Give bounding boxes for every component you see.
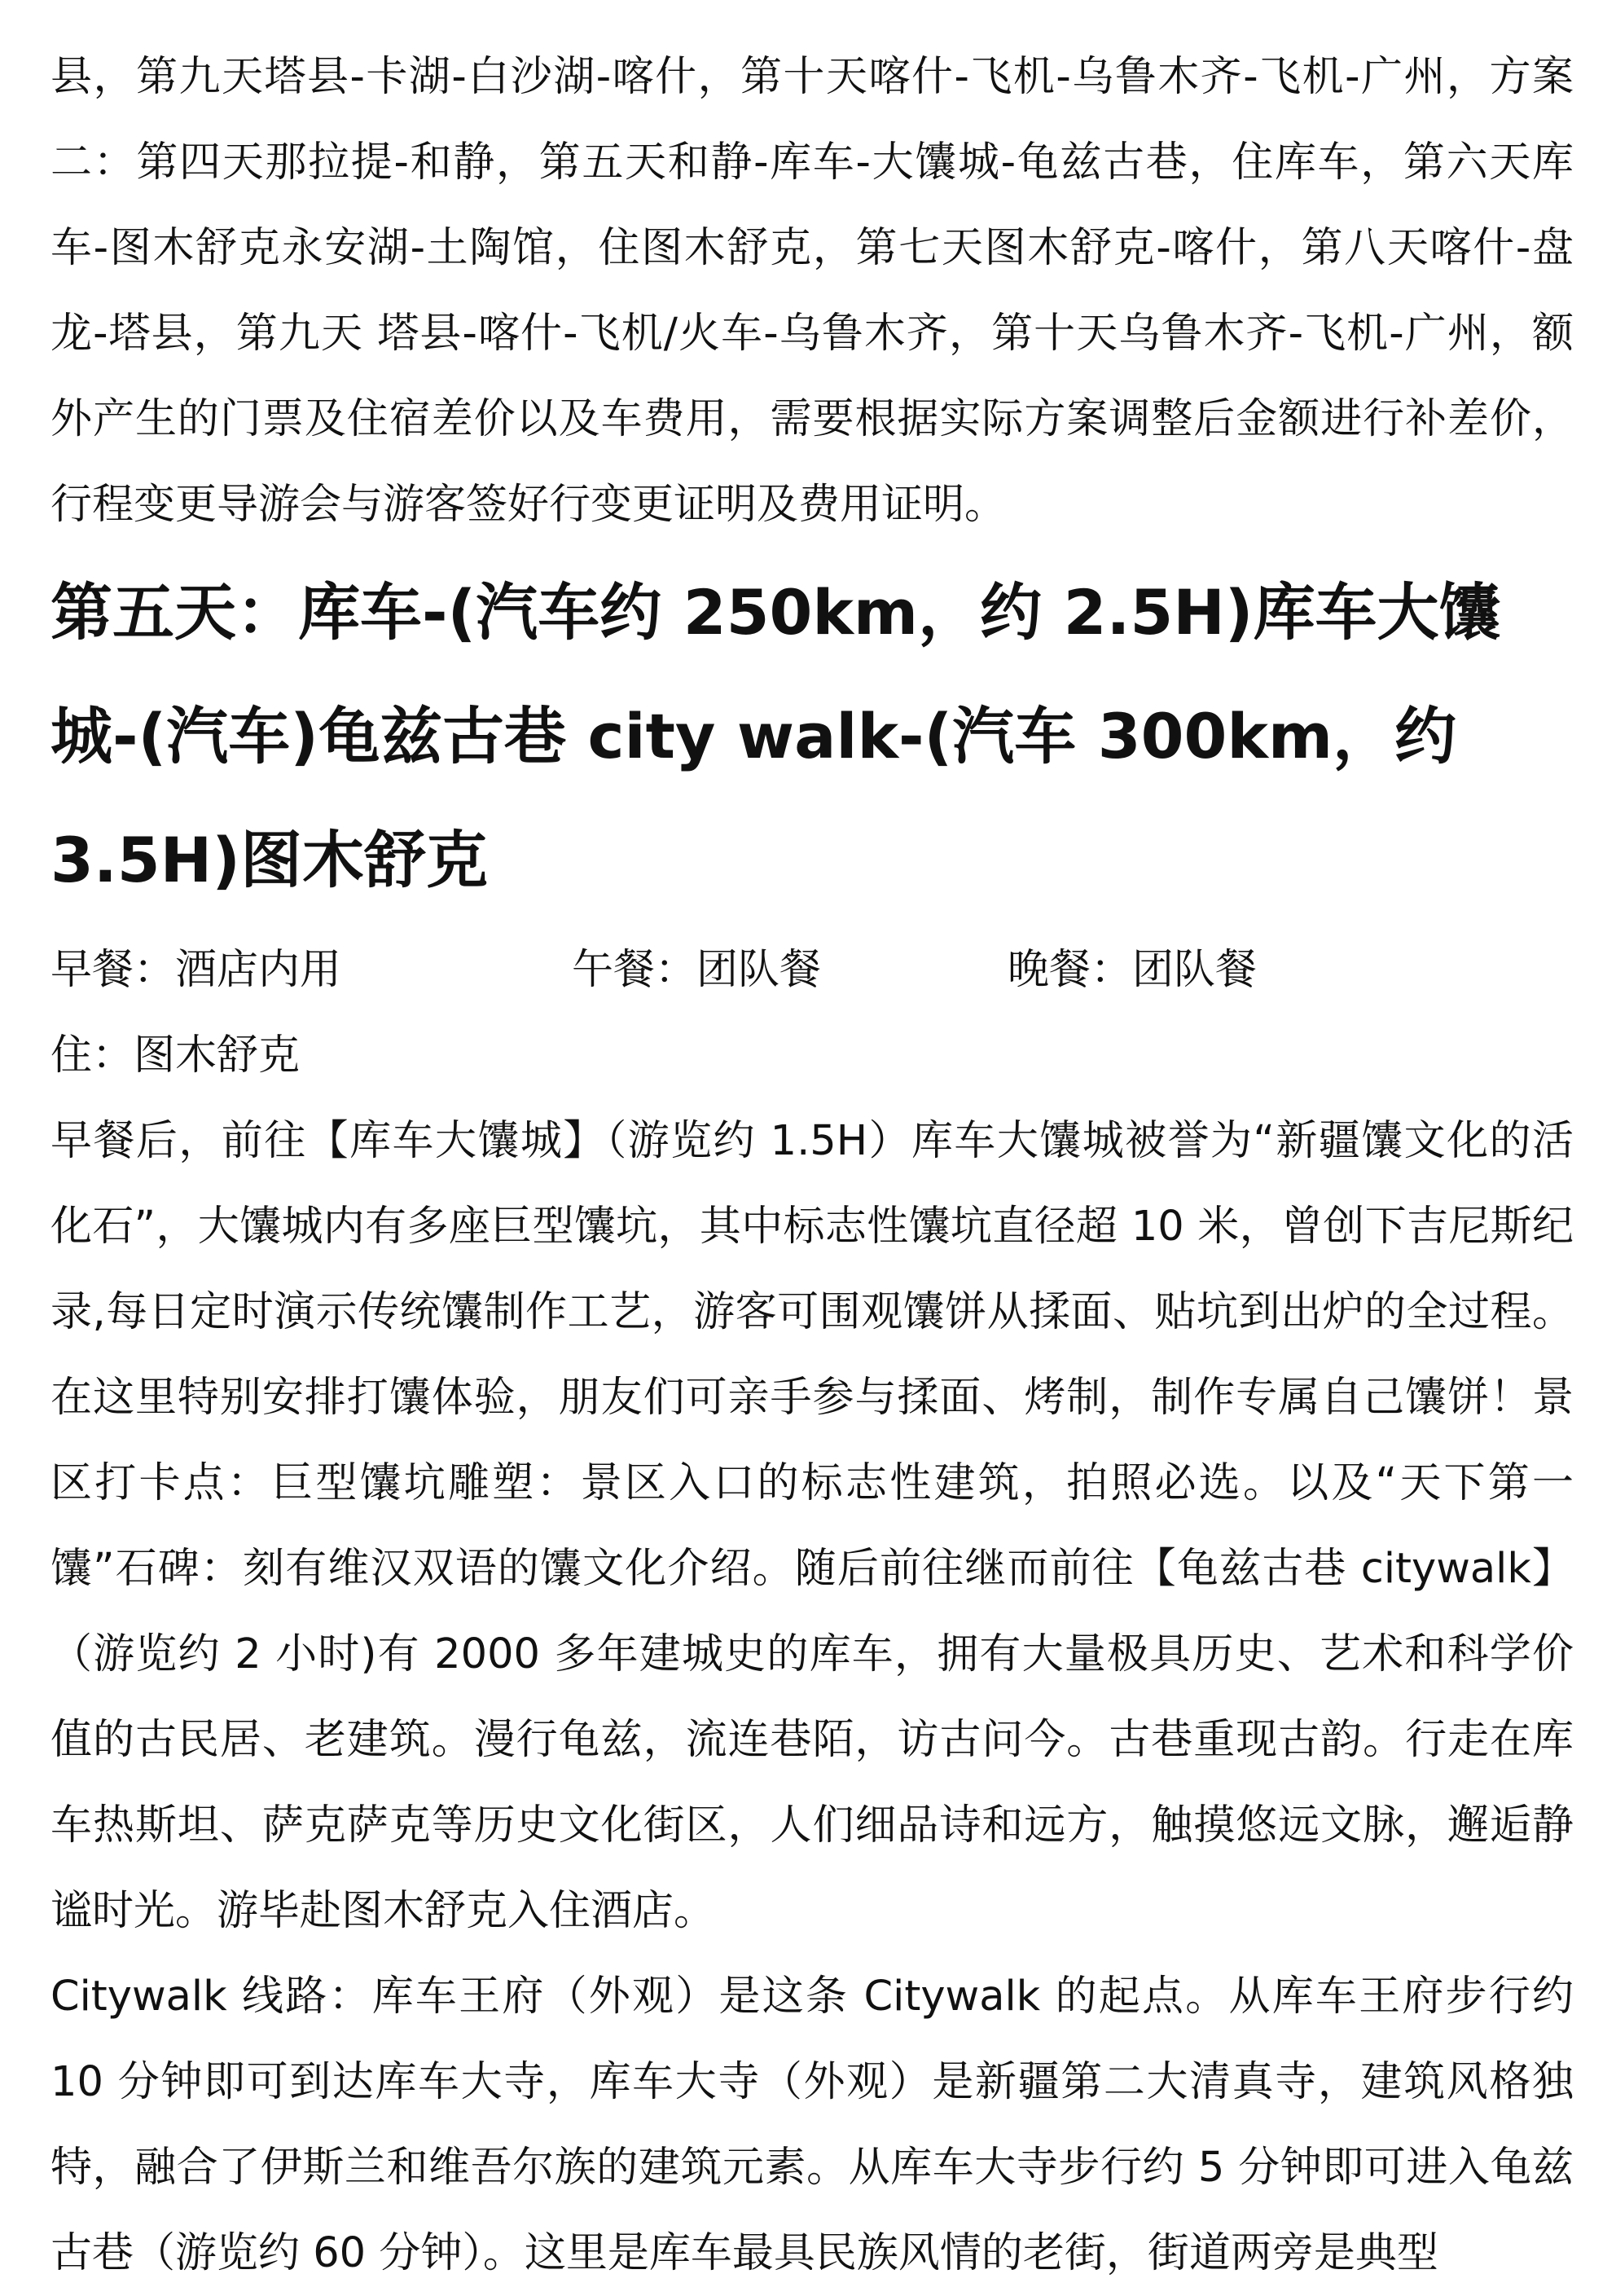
day-five-heading: 第五天：库车-(汽车约 250km，约 2.5H)库车大馕城-(汽车)龟兹古巷 city walk-(汽车 300km，约 3.5H)图木舒克 — [50, 576, 1501, 896]
dinner-info: 晚餐：团队餐 — [1008, 946, 1258, 994]
breakfast-info: 早餐：酒店内用 — [50, 946, 342, 994]
itinerary-options-paragraph: 县，第九天塔县-卡湖-白沙湖-喀什，第十天喀什-飞机-乌鲁木齐-飞机-广州，方案二：第四天那拉提-和静，第五天和静-库车-大馕城-龟兹古巷，住库车，第六天库车-图木舒克永安湖-土陶馆，住图木舒克，第七天图木舒克-喀什，第八天喀什-盘龙-塔县，第九天 塔县-喀什-飞机/火车-乌鲁木齐，第十天乌鲁木齐-飞机-广州，额外产生的门票及住宿差价以及车费用，需要根据实际方案调整后金额进行补差价，行程变更导游会与游客签好行变更证明及费用证明。 — [50, 53, 1574, 529]
day-description-paragraph: 早餐后，前往【库车大馕城】（游览约 1.5H）库车大馕城被誉为“新疆馕文化的活化石”，大馕城内有多座巨型馕坑，其中标志性馕坑直径超 10 米，曾创下吉尼斯纪录,每日定时演示传统馕制作工艺，游客可围观馕饼从揉面、贴坑到出炉的全过程。在这里特别安排打馕体验，朋友们可亲手参与揉面、烤制，制作专属自己馕饼！景区打卡点：巨型馕坑雕塑：景区入口的标志性建筑，拍照必选。以及“天下第一馕”石碑：刻有维汉双语的馕文化介绍。随后前往继而前往【龟兹古巷 citywalk】（游览约 2 小时)有 2000 多年建城史的库车，拥有大量极具历史、艺术和科学价值的古民居、老建筑。漫行龟兹，流连巷陌，访古问今。古巷重现古韵。行走在库车热斯坦、萨克萨克等历史文化街区，人们细品诗和远方，触摸悠远文脉，邂逅静谧时光。游毕赴图木舒克入住酒店。 — [50, 1117, 1574, 1935]
meals-row — [50, 927, 1574, 1013]
citywalk-route-paragraph: Citywalk 线路：库车王府（外观）是这条 Citywalk 的起点。从库车王府步行约 10 分钟即可到达库车大寺，库车大寺（外观）是新疆第二大清真寺，建筑风格独特，融合了伊斯兰和维吾尔族的建筑元素。从库车大寺步行约 5 分钟即可进入龟兹古巷（游览约 60 分钟）。这里是库车最具民族风情的老街，街道两旁是典型 — [50, 1973, 1574, 2277]
document-page — [50, 0, 1574, 2296]
accommodation-info: 住：图木舒克 — [50, 1031, 301, 1080]
lunch-info: 午餐：团队餐 — [572, 946, 822, 994]
